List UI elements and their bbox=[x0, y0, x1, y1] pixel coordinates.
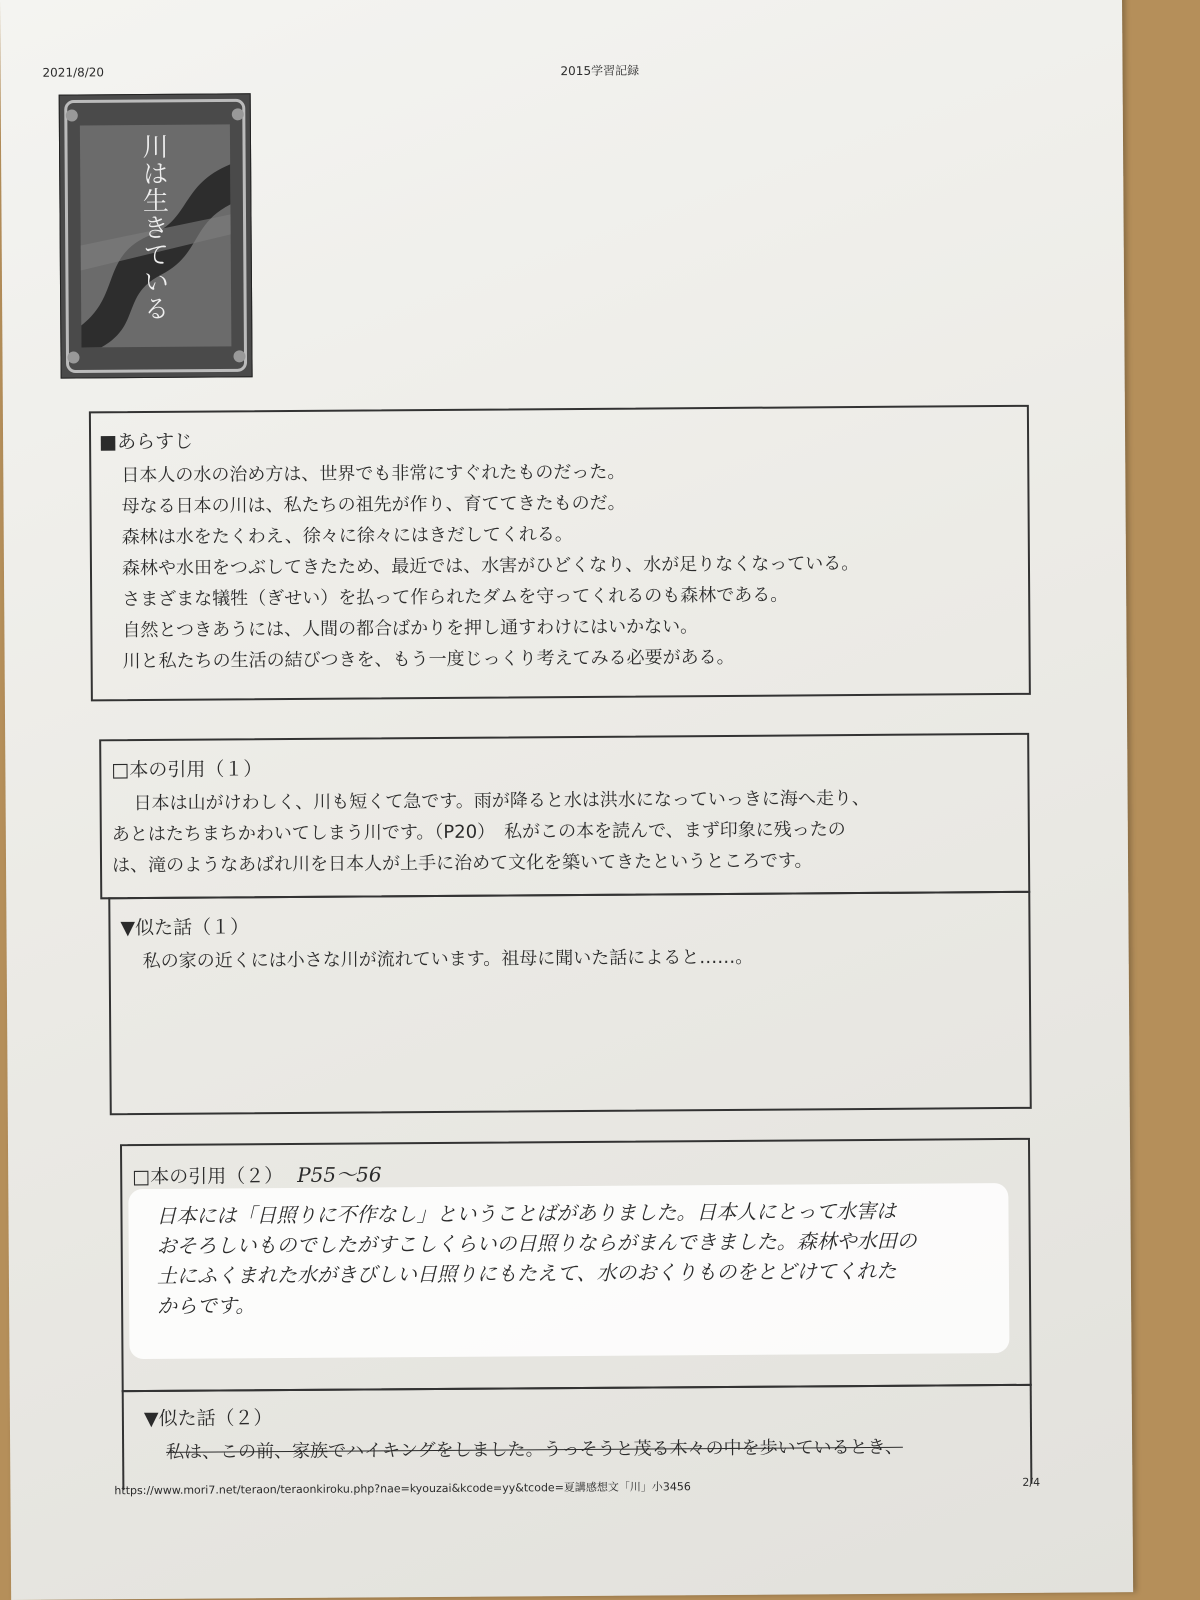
book-cover-image bbox=[59, 93, 253, 378]
quote1-heading: □本の引用（１） bbox=[111, 758, 263, 782]
quote1-line: あとはたちまちかわいてしまう川です。（P20） 私がこの本を読んで、まず印象に残ったの bbox=[111, 819, 846, 846]
footer-page-number: 2/4 bbox=[1022, 1475, 1041, 1489]
summary-line: 森林は水をたくわえ、徐々に徐々にはきだしてくれる。 bbox=[121, 524, 573, 549]
print-date: 2021/8/20 bbox=[42, 65, 105, 80]
similar1-text: 私の家の近くには小さな川が流れています。祖母に聞いた話によると……。 bbox=[142, 946, 754, 973]
similar2-heading: ▼似た話（２） bbox=[143, 1407, 273, 1431]
summary-line: 森林や水田をつぶしてきたため、最近では、水害がひどくなり、水が足りなくなっている。 bbox=[121, 553, 860, 580]
summary-line: 川と私たちの生活の結びつきを、もう一度じっくり考えてみる必要がある。 bbox=[122, 646, 735, 673]
summary-box bbox=[89, 405, 1031, 702]
summary-line: さまざまな犠牲（ぎせい）を払って作られたダムを守ってくれるのも森林である。 bbox=[122, 584, 789, 611]
quote2-handwritten-line: おそろしいものでしたがすこしくらいの日照りならがまんできました。森林や水田の bbox=[156, 1228, 917, 1258]
quote2-handwritten-line: 日本には「日照りに不作なし」ということばがありました。日本人にとって水害は bbox=[156, 1198, 897, 1228]
quote1-line: 日本は山がけわしく、川も短くて急です。雨が降ると水は洪水になっていっきに海へ走り、 bbox=[133, 787, 870, 815]
quote1-line: は、滝のようなあばれ川を日本人が上手に治めて文化を築いてきたというところです。 bbox=[111, 850, 813, 877]
footer-url: https://www.mori7.net/teraon/teraonkiroku.php?nae=kyouzai&kcode=yy&tcode=夏講感想文「川」小3456 bbox=[114, 1480, 691, 1498]
summary-line: 母なる日本の川は、私たちの祖先が作り、育ててきたものだ。 bbox=[121, 492, 626, 518]
summary-heading: ■あらすじ bbox=[99, 430, 194, 454]
similar2-text: 私は、この前、家族でハイキングをしました。うっそうと茂る木々の中を歩いているとき、 bbox=[166, 1436, 903, 1463]
quote1-box bbox=[99, 733, 1030, 899]
quote2-handwritten-line: 土にふくまれた水がきびしい日照りにもたえて、水のおくりものをとどけてくれた bbox=[156, 1258, 897, 1288]
quote2-heading: □本の引用（２） bbox=[132, 1165, 284, 1189]
quote2-handwritten-line: からです。 bbox=[157, 1293, 256, 1318]
similar2-box bbox=[122, 1384, 1033, 1490]
similar1-heading: ▼似た話（１） bbox=[120, 916, 250, 940]
page-header-title: 2015学習記録 bbox=[560, 63, 640, 79]
summary-line: 自然とつきあうには、人間の都合ばかりを押し通すわけにはいかない。 bbox=[122, 616, 699, 642]
similar1-box bbox=[108, 891, 1031, 1115]
quote2-page-note: P55〜56 bbox=[297, 1162, 382, 1187]
book-cover-title: 川は生きている bbox=[137, 132, 170, 323]
summary-line: 日本人の水の治め方は、世界でも非常にすぐれたものだった。 bbox=[121, 461, 626, 487]
